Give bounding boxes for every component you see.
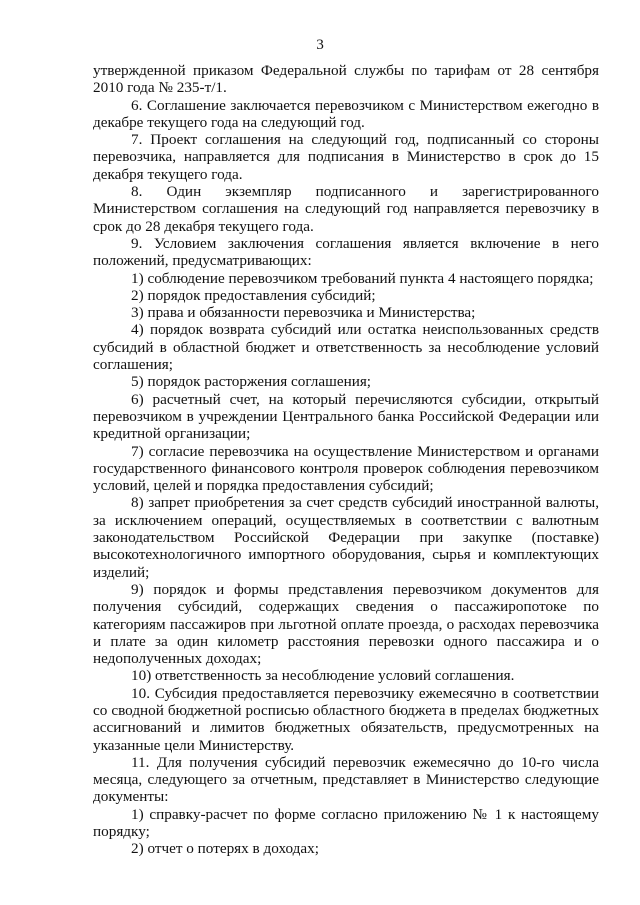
paragraph: 9. Условием заключения соглашения является включение в него положений, предусматривающих: [93,234,599,270]
paragraph: 7. Проект соглашения на следующий год, подписанный со стороны перевозчика, направляется для подписания в Министерство в срок до 15 декабря текущего года. [93,131,599,183]
list-item: 1) соблюдение перевозчиком требований пункта 4 настоящего порядка; [131,269,594,287]
paragraph: 11. Для получения субсидий перевозчик ежемесячно до 10-го числа месяца, следующего за отчетным, представляет в Министерство следующие документы: [93,753,599,806]
list-item: 10) ответственность за несоблюдение условий соглашения. [131,667,515,685]
page-number: 3 [316,36,324,53]
list-item: 1) справку-расчет по форме согласно приложению № 1 к настоящему порядку; [93,805,599,841]
list-item: 4) порядок возврата субсидий или остатка неиспользованных средств субсидий в областной бюджет и ответственность за несоблюдение условий соглашения; [93,321,599,374]
list-item: 6) расчетный счет, на который перечисляются субсидии, открытый перевозчиком в учреждении Центрального банка Российской Федерации или кредитной организации; [93,390,599,443]
document-body [93,62,599,858]
list-item: 3) права и обязанности перевозчика и Министерства; [131,304,476,322]
paragraph: 6. Соглашение заключается перевозчиком с Министерством ежегодно в декабре текущего года на следующий год. [93,96,599,131]
paragraph: 10. Субсидия предоставляется перевозчику ежемесячно в соответствии со сводной бюджетной росписью областного бюджета в пределах бюджетных ассигнований и лимитов бюджетных обязательств, предусмотренных на указанные цели Министерству. [93,684,599,754]
list-item: 2) отчет о потерях в доходах; [131,840,319,858]
list-item: 7) согласие перевозчика на осуществление Министерством и органами государственного финансового контроля проверок соблюдения перевозчиком условий, целей и порядка предоставления субсидий; [93,442,599,495]
paragraph: 8. Один экземпляр подписанного и зарегистрированного Министерством соглашения на следующий год направляется перевозчику в срок до 28 декабря текущего года. [93,183,599,235]
list-item: 2) порядок предоставления субсидий; [131,286,376,304]
list-item: 9) порядок и формы представления перевозчиком документов для получения субсидий, содержащих сведения о пассажиропотоке по категориям пассажиров при льготной оплате проезда, о расходах перевозчика и плате за один километр расстояния перевозки одного пассажира и о недополученных доходах; [93,580,599,668]
list-item: 5) порядок расторжения соглашения; [131,373,372,391]
paragraph: утвержденной приказом Федеральной службы по тарифам от 28 сентября 2010 года № 235-т/1. [93,62,599,97]
list-item: 8) запрет приобретения за счет средств субсидий иностранной валюты, за исключением операций, осуществляемых в соответствии с валютным законодательством Российской Федерации при закупке (поставке) высокотехнологичного импортного оборудования, сырья и комплектующих изделий; [93,494,599,581]
